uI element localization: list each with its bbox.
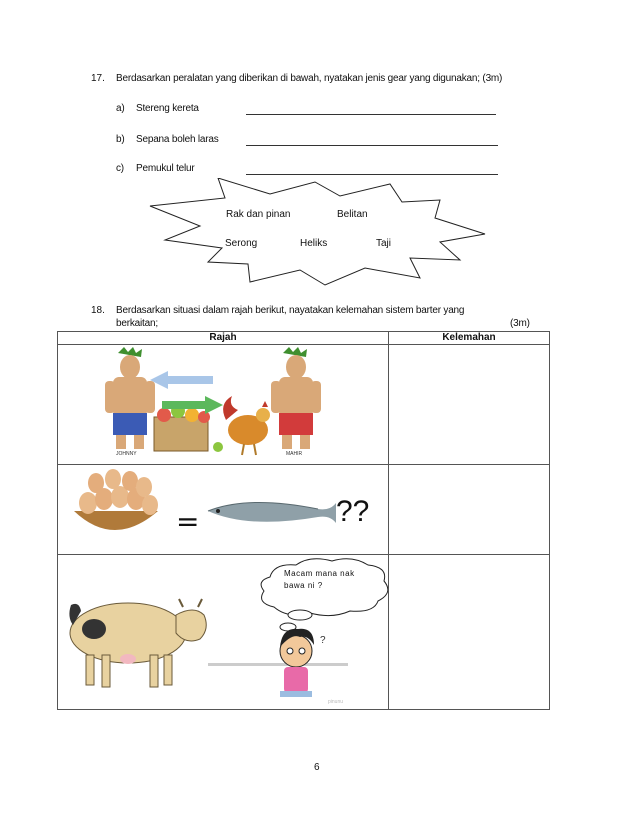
speech-text-line2: bawa ni ? (284, 581, 323, 590)
thought-bubble-large (288, 610, 312, 620)
header-rajah: Rajah (58, 332, 389, 345)
row1-barter-illustration (58, 345, 388, 461)
row3-answer-cell[interactable] (389, 555, 550, 710)
egg-basket-icon (74, 469, 158, 530)
option-serong: Serong (225, 238, 258, 249)
option-belitan: Belitan (337, 209, 368, 220)
options-starburst-shape (140, 178, 490, 288)
page-number: 6 (314, 762, 320, 773)
mahir-label: MAHIR (286, 451, 303, 457)
option-rak-dan-pinan: Rak dan pinan (226, 209, 291, 220)
option-heliks: Heliks (300, 238, 328, 249)
man-left-figure (105, 347, 155, 449)
row2-image-cell (58, 465, 389, 555)
row1-image-cell (58, 345, 389, 465)
q17-item-a-label: Stereng kereta (136, 103, 199, 114)
q17-item-c-label: Pemukul telur (136, 163, 195, 174)
row1-answer-cell[interactable] (389, 345, 550, 465)
q17-answer-line-b[interactable] (246, 145, 498, 146)
q18-question-text-line1: Berdasarkan situasi dalam rajah berikut, nayatakan kelemahan sistem barter yang (116, 305, 465, 316)
option-taji: Taji (376, 238, 392, 249)
q17-question-text: Berdasarkan peralatan yang diberikan di bawah, nyatakan jenis gear yang digunakan; (3m) (116, 73, 503, 84)
equals-sign: = (176, 505, 200, 538)
man-right-figure (271, 347, 321, 449)
exchange-arrows-icon (150, 371, 223, 414)
q17-answer-line-c[interactable] (246, 174, 498, 175)
q18-question-text-line2: berkaitan; (116, 318, 158, 329)
rooster-icon (223, 396, 270, 455)
fish-icon (208, 502, 336, 523)
cow-icon (69, 599, 206, 687)
johnny-label: JOHNNY (116, 451, 137, 457)
speech-cloud-shape (261, 559, 388, 616)
speech-text-line1: Macam mana nak (284, 569, 355, 578)
q17-number: 17. (91, 73, 105, 84)
question-marks: ?? (336, 495, 370, 528)
q18-marks: (3m) (510, 318, 530, 329)
row2-answer-cell[interactable] (389, 465, 550, 555)
q17-answer-line-a[interactable] (246, 114, 496, 115)
fruit-crate-icon (154, 404, 223, 452)
q17-item-c-letter: c) (116, 163, 124, 174)
pinunu-watermark: pinunu (328, 699, 344, 705)
q17-item-b-letter: b) (116, 134, 125, 145)
confused-person-icon (208, 629, 348, 697)
q18-number: 18. (91, 305, 105, 316)
q17-item-b-label: Sepana boleh laras (136, 134, 219, 145)
header-kelemahan: Kelemahan (389, 332, 550, 345)
q17-item-a-letter: a) (116, 103, 125, 114)
thought-question-mark: ? (320, 635, 326, 646)
barter-table (57, 331, 550, 710)
row3-image-cell (58, 555, 389, 710)
